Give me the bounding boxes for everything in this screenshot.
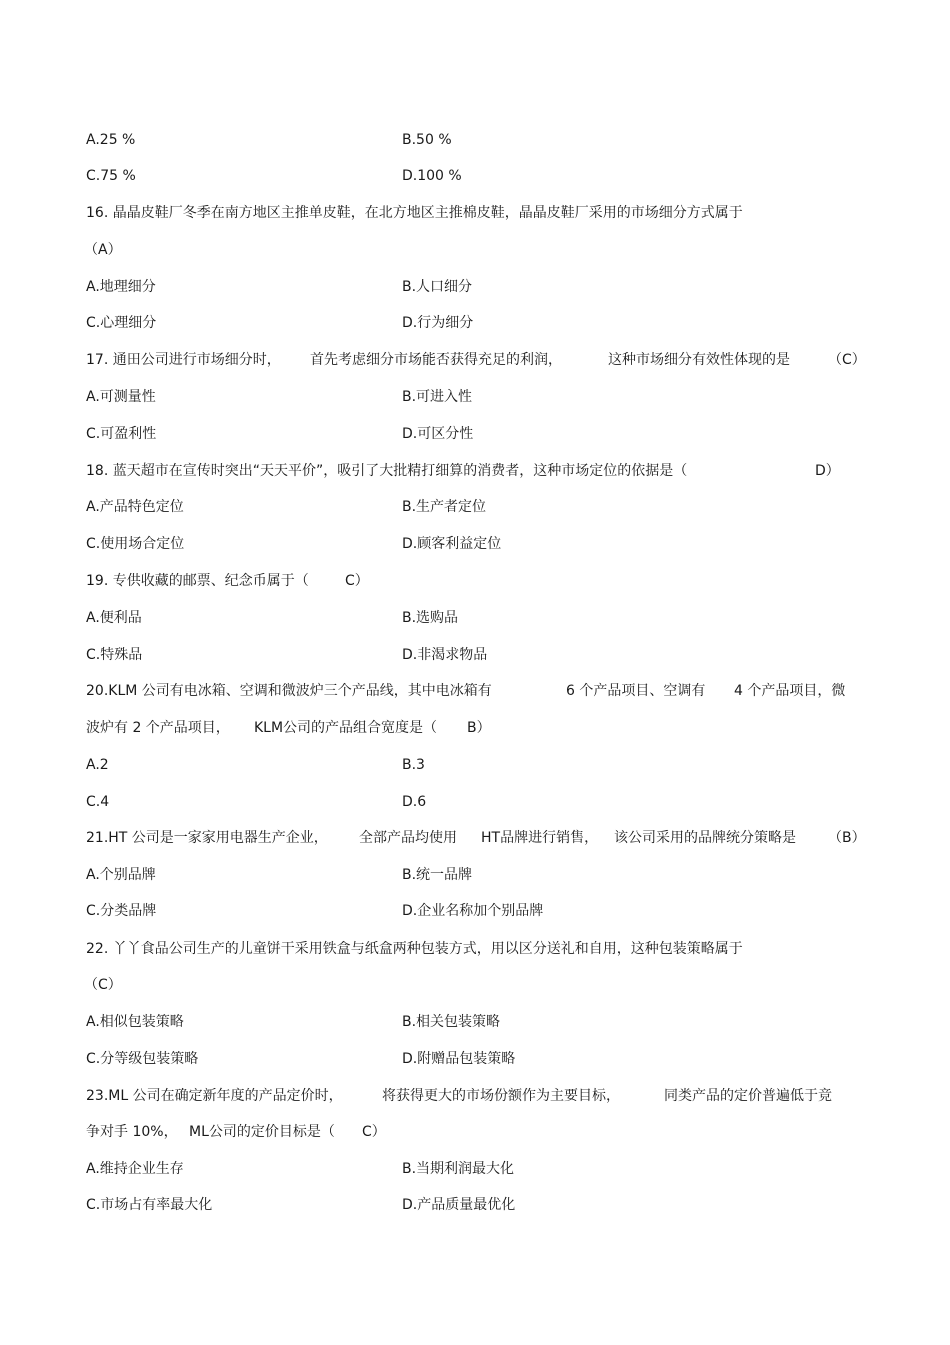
option-b: B.3 bbox=[402, 757, 425, 773]
option-a: A.个别品牌 bbox=[86, 867, 156, 883]
question-21-stem-part1: 21.HT 公司是一家家用电器生产企业， bbox=[86, 830, 328, 846]
question-16-stem: 16. 晶晶皮鞋厂冬季在南方地区主推单皮鞋，在北方地区主推棉皮鞋，晶晶皮鞋厂采用的市场细分方式属于 bbox=[86, 205, 743, 221]
question-23-stem-part1: 23.ML 公司在确定新年度的产品定价时， bbox=[86, 1088, 343, 1104]
option-d: D.6 bbox=[402, 794, 427, 810]
question-20-stem-line2a: 波炉有 2 个产品项目， bbox=[86, 720, 230, 736]
option-c: C.分类品牌 bbox=[86, 903, 157, 919]
question-21-answer: （B） bbox=[828, 830, 866, 846]
option-b: B.统一品牌 bbox=[402, 867, 473, 883]
option-b: B.相关包装策略 bbox=[402, 1014, 501, 1030]
question-19-stem: 19. 专供收藏的邮票、纪念币属于（ bbox=[86, 573, 309, 589]
option-d: D.100 % bbox=[402, 168, 462, 184]
question-20-stem-part1: 20.KLM 公司有电冰箱、空调和微波炉三个产品线，其中电冰箱有 bbox=[86, 683, 492, 699]
question-16-answer: （A） bbox=[84, 242, 122, 258]
option-a: A.地理细分 bbox=[86, 279, 156, 295]
option-c: C.市场占有率最大化 bbox=[86, 1197, 213, 1213]
question-23-stem-part3: 同类产品的定价普遍低于竞 bbox=[664, 1088, 832, 1104]
question-20-stem-part3: 4 个产品项目，微 bbox=[734, 683, 846, 699]
option-c: C.使用场合定位 bbox=[86, 536, 185, 552]
question-17-answer: （C） bbox=[828, 352, 866, 368]
option-c: C.可盈利性 bbox=[86, 426, 157, 442]
option-c: C.心理细分 bbox=[86, 315, 157, 331]
question-21-stem-part4: 该公司采用的品牌统分策略是 bbox=[614, 830, 796, 846]
option-b: B.50 % bbox=[402, 132, 452, 148]
question-23-stem-part2: 将获得更大的市场份额作为主要目标， bbox=[382, 1088, 620, 1104]
option-a: A.便利品 bbox=[86, 610, 142, 626]
option-a: A.2 bbox=[86, 757, 109, 773]
question-20-answer: B） bbox=[467, 720, 491, 736]
option-d: D.可区分性 bbox=[402, 426, 474, 442]
option-c: C.75 % bbox=[86, 168, 136, 184]
option-d: D.企业名称加个别品牌 bbox=[402, 903, 544, 919]
option-a: A.产品特色定位 bbox=[86, 499, 184, 515]
question-18-stem: 18. 蓝天超市在宣传时突出“天天平价”，吸引了大批精打细算的消费者，这种市场定位的依据是（ bbox=[86, 463, 688, 479]
option-c: C.特殊品 bbox=[86, 647, 143, 663]
question-21-stem-part2: 全部产品均使用 bbox=[359, 830, 457, 846]
option-a: A.维持企业生存 bbox=[86, 1161, 184, 1177]
option-b: B.人口细分 bbox=[402, 279, 473, 295]
option-d: D.顾客利益定位 bbox=[402, 536, 502, 552]
question-17-stem-part2: 首先考虑细分市场能否获得充足的利润， bbox=[310, 352, 562, 368]
option-b: B.当期利润最大化 bbox=[402, 1161, 515, 1177]
option-c: C.分等级包装策略 bbox=[86, 1051, 199, 1067]
question-17-stem-part3: 这种市场细分有效性体现的是 bbox=[608, 352, 790, 368]
question-21-stem-part3: HT品牌进行销售， bbox=[481, 830, 599, 846]
option-b: B.可进入性 bbox=[402, 389, 473, 405]
option-a: A.25 % bbox=[86, 132, 136, 148]
option-c: C.4 bbox=[86, 794, 110, 810]
option-a: A.可测量性 bbox=[86, 389, 156, 405]
option-d: D.产品质量最优化 bbox=[402, 1197, 516, 1213]
option-d: D.非渴求物品 bbox=[402, 647, 488, 663]
option-a: A.相似包装策略 bbox=[86, 1014, 184, 1030]
option-d: D.附赠品包装策略 bbox=[402, 1051, 516, 1067]
question-23-answer: C） bbox=[362, 1124, 386, 1140]
option-b: B.生产者定位 bbox=[402, 499, 487, 515]
question-19-answer: C） bbox=[345, 573, 369, 589]
question-23-stem-line2b: ML公司的定价目标是（ bbox=[189, 1124, 335, 1140]
option-b: B.选购品 bbox=[402, 610, 459, 626]
question-20-stem-part2: 6 个产品项目、空调有 bbox=[566, 683, 706, 699]
question-23-stem-line2a: 争对手 10%， bbox=[86, 1124, 178, 1140]
question-20-stem-line2b: KLM公司的产品组合宽度是（ bbox=[254, 720, 438, 736]
question-18-answer: D） bbox=[815, 463, 840, 479]
question-22-stem: 22. 丫丫食品公司生产的儿童饼干采用铁盒与纸盒两种包装方式，用以区分送礼和自用，这种包装策略属于 bbox=[86, 941, 743, 957]
question-22-answer: （C） bbox=[84, 977, 122, 993]
question-17-stem-part1: 17. 通田公司进行市场细分时， bbox=[86, 352, 281, 368]
option-d: D.行为细分 bbox=[402, 315, 474, 331]
